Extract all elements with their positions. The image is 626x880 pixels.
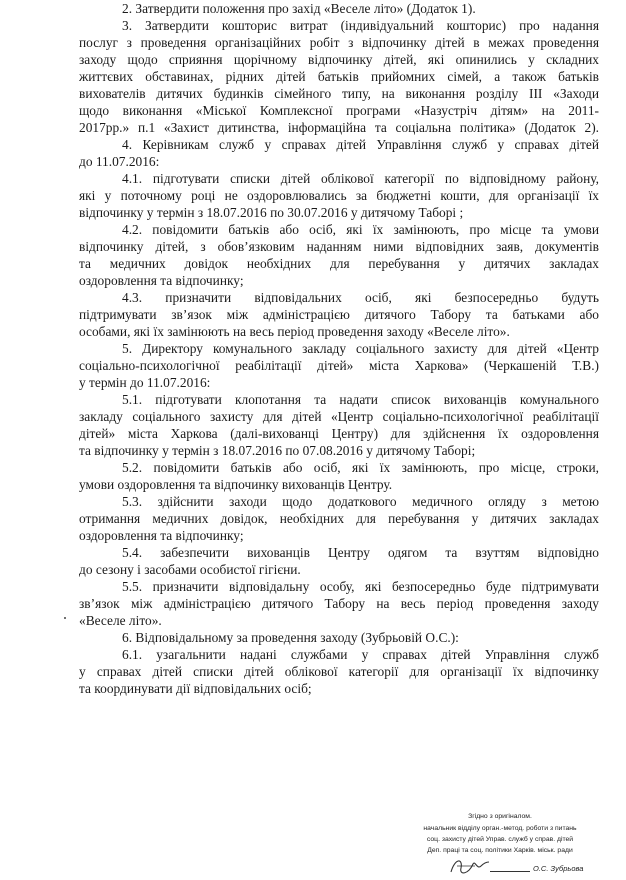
line-21: 5. Директору комунального закладу соціального захисту для дітей «Центр	[122, 341, 599, 356]
line-7: щодо виконання «Міської Комплексної програми «Назустріч дітям» на 2011-	[79, 103, 599, 118]
line-20: особами, які їх замінюють на весь період проведення заходу «Веселе літо».	[79, 324, 510, 339]
scan-speck	[64, 617, 66, 619]
stamp-line-1: Згідно з оригіналом.	[468, 813, 532, 820]
line-25: закладу соціального захисту для дітей «Центр соціально-психологічної реабілітації	[79, 409, 599, 424]
line-28: 5.2. повідомити батьків або осіб, які їх замінюють, про місце, строки,	[122, 460, 599, 475]
line-32: оздоровлення та відпочинку;	[79, 528, 244, 543]
stamp-line-2: начальник відділу орган.-метод. роботи з питань	[423, 825, 577, 832]
line-16: та медичних довідок необхідних для перебування у дитячих закладах	[79, 256, 599, 271]
line-23: у термін до 11.07.2016:	[79, 375, 211, 390]
stamp-line-4: Деп. праці та соц. політики Харків. міськ. ради	[427, 847, 573, 854]
line-3: послуг з проведення організаційних робіт з відпочинку дітей в межах проведення	[79, 35, 599, 50]
line-5: життєвих обставинах, рідних дітей батьків прийомних сімей, а також батьків	[79, 69, 599, 84]
line-38: 6. Відповідальному за проведення заходу (Зубрьовій О.С.):	[122, 630, 459, 645]
line-40: у справах дітей списки дітей облікової категорії для організації їх відпочинку	[79, 664, 599, 679]
line-11: 4.1. підготувати списки дітей облікової категорії по відповідному району,	[122, 171, 599, 186]
stamp-line-3: соц. захисту дітей Управ. служб у справ. дітей	[426, 836, 574, 843]
signatory-name: О.С. Зубрьова	[533, 864, 584, 873]
line-10: до 11.07.2016:	[79, 154, 160, 169]
line-30: 5.3. здійснити заходи щодо додаткового медичного огляду з метою	[122, 494, 599, 509]
line-37: «Веселе літо».	[79, 613, 162, 628]
line-2: 3. Затвердити кошторис витрат (індивідуальний кошторис) про надання	[122, 18, 599, 33]
line-14: 4.2. повідомити батьків або осіб, які їх замінюють, про місце та умови	[122, 222, 599, 237]
line-9: 4. Керівникам служб у справах дітей Управління служб у справах дітей	[122, 137, 599, 152]
line-29: умови оздоровлення та відпочинку вихованців Центру.	[79, 477, 393, 492]
line-26: дітей» міста Харкова (далі-вихованці Центру) для здійснення їх оздоровлення	[79, 426, 599, 441]
line-17: оздоровлення та відпочинку;	[79, 273, 244, 288]
line-31: отримання медичних довідок, необхідних для перебування у дитячих закладах	[79, 511, 599, 526]
line-15: відпочинку дітей, з обов’язковим наданням ними відповідних заяв, документів	[79, 239, 599, 254]
line-41: та координувати дії відповідальних осіб;	[79, 681, 312, 696]
line-19: підтримувати зв’язок між адміністрацією дитячого Табору та батьками або	[79, 307, 599, 322]
line-35: 5.5. призначити відповідальну особу, які безпосередньо буде підтримувати	[122, 579, 599, 594]
line-22: соціально-психологічної реабілітації дітей» міста Харкова» (Черкашеній Т.В.)	[79, 358, 599, 373]
line-8: 2017рр.» п.1 «Захист дитинства, інформаційна та соціальна політика» (Додаток 2).	[79, 120, 599, 135]
line-12: які у поточному році не оздоровлювались за бюджетні кошти, для організації їх	[79, 188, 599, 203]
line-24: 5.1. підготувати клопотання та надати список вихованців комунального	[122, 392, 599, 407]
line-33: 5.4. забезпечити вихованців Центру одягом та взуттям відповідно	[122, 545, 599, 560]
line-4: заходу щодо сприяння щорічному відпочинку дітей, які опинились у складних	[79, 52, 599, 67]
line-34: до сезону і засобами особистої гігієни.	[79, 562, 301, 577]
line-36: зв’язок між адміністрацією дитячого Табору на весь період проведення заходу	[79, 596, 599, 611]
line-39: 6.1. узагальнити надані службами у справах дітей Управління служб	[122, 647, 599, 662]
line-27: та відпочинку у термін з 18.07.2016 по 07.08.2016 у дитячому Таборі;	[79, 443, 476, 458]
signature-line	[490, 871, 530, 872]
line-1: 2. Затвердити положення про захід «Веселе літо» (Додаток 1).	[122, 1, 476, 16]
line-6: вихователів дитячих будинків сімейного типу, на виконання розділу ІІІ «Заходи	[79, 86, 599, 101]
line-13: відпочинку у термін з 18.07.2016 по 30.07.2016 у дитячому Таборі ;	[79, 205, 464, 220]
signature-mark	[447, 854, 491, 878]
line-18: 4.3. призначити відповідальних осіб, які безпосередньо будуть	[122, 290, 599, 305]
